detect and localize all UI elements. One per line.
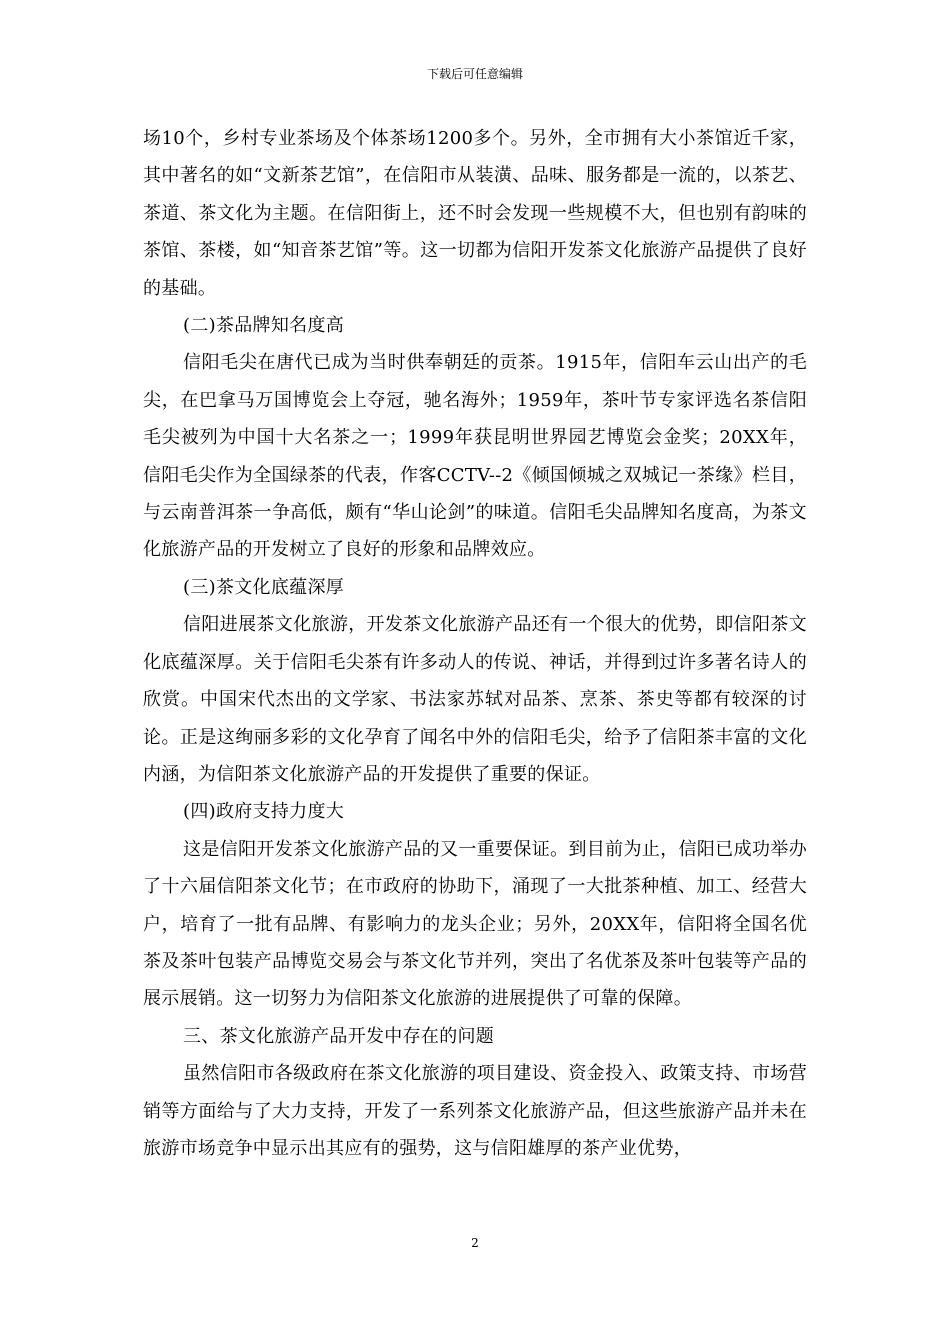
section-heading-2: (二)茶品牌知名度高 bbox=[183, 315, 345, 337]
paragraph-2: 信阳毛尖在唐代已成为当时供奉朝廷的贡茶。1915年，信阳车云山出产的毛尖，在巴拿马万国博览会上夺冠，驰名海外；1959年，茶叶节专家评选名茶信阳毛尖被列为中国十大名茶之一；1999年获昆明世界园艺博览会金奖；20XX年，信阳毛尖作为全国绿茶的代表，作客CCTV--2《倾国倾城之双城记一茶缘》栏目，与云南普洱茶一争高低，颇有“华山论剑”的味道。信阳毛尖品牌知名度高，为茶文化旅游产品的开发树立了良好的形象和品牌效应。 bbox=[143, 352, 807, 561]
paragraph-4: 这是信阳开发茶文化旅游产品的又一重要保证。到目前为止，信阳已成功举办了十六届信阳茶文化节；在市政府的协助下，涌现了一大批茶种植、加工、经营大户，培育了一批有品牌、有影响力的龙头企业；另外，20XX年，信阳将全国名优茶及茶叶包装产品博览交易会与茶文化节并列，突出了名优茶及茶叶包装等产品的展示展销。这一切努力为信阳茶文化旅游的进展提供了可靠的保障。 bbox=[143, 838, 807, 1010]
paragraph-5: 虽然信阳市各级政府在茶文化旅游的项目建设、资金投入、政策支持、市场营销等方面给与了大力支持，开发了一系列茶文化旅游产品，但这些旅游产品并未在旅游市场竞争中显示出其应有的强势，这与信阳雄厚的茶产业优势， bbox=[143, 1063, 807, 1159]
page-header: 下载后可任意编辑 bbox=[426, 67, 523, 81]
section-heading-4: (四)政府支持力度大 bbox=[183, 801, 345, 823]
section-heading-3: (三)茶文化底蕴深厚 bbox=[183, 576, 345, 598]
document-body bbox=[143, 120, 807, 1167]
chapter-heading-3: 三、茶文化旅游产品开发中存在的问题 bbox=[183, 1025, 495, 1047]
paragraph-3: 信阳进展茶文化旅游，开发茶文化旅游产品还有一个很大的优势，即信阳茶文化底蕴深厚。关于信阳毛尖茶有许多动人的传说、神话，并得到过许多著名诗人的欣赏。中国宋代杰出的文学家、书法家苏轼对品茶、烹茶、茶史等都有较深的讨论。正是这绚丽多彩的文化孕育了闻名中外的信阳毛尖，给予了信阳茶丰富的文化内涵，为信阳茶文化旅游产品的开发提供了重要的保证。 bbox=[143, 614, 807, 785]
page-number: 2 bbox=[471, 1236, 479, 1250]
paragraph-1: 场10个，乡村专业茶场及个体茶场1200多个。另外，全市拥有大小茶馆近千家，其中著名的如“文新茶艺馆”，在信阳市从装潢、品味、服务都是一流的，以茶艺、茶道、茶文化为主题。在信阳街上，还不时会发现一些规模不大，但也别有韵味的茶馆、茶楼，如“知音茶艺馆”等。这一切都为信阳开发茶文化旅游产品提供了良好的基础。 bbox=[143, 128, 807, 299]
